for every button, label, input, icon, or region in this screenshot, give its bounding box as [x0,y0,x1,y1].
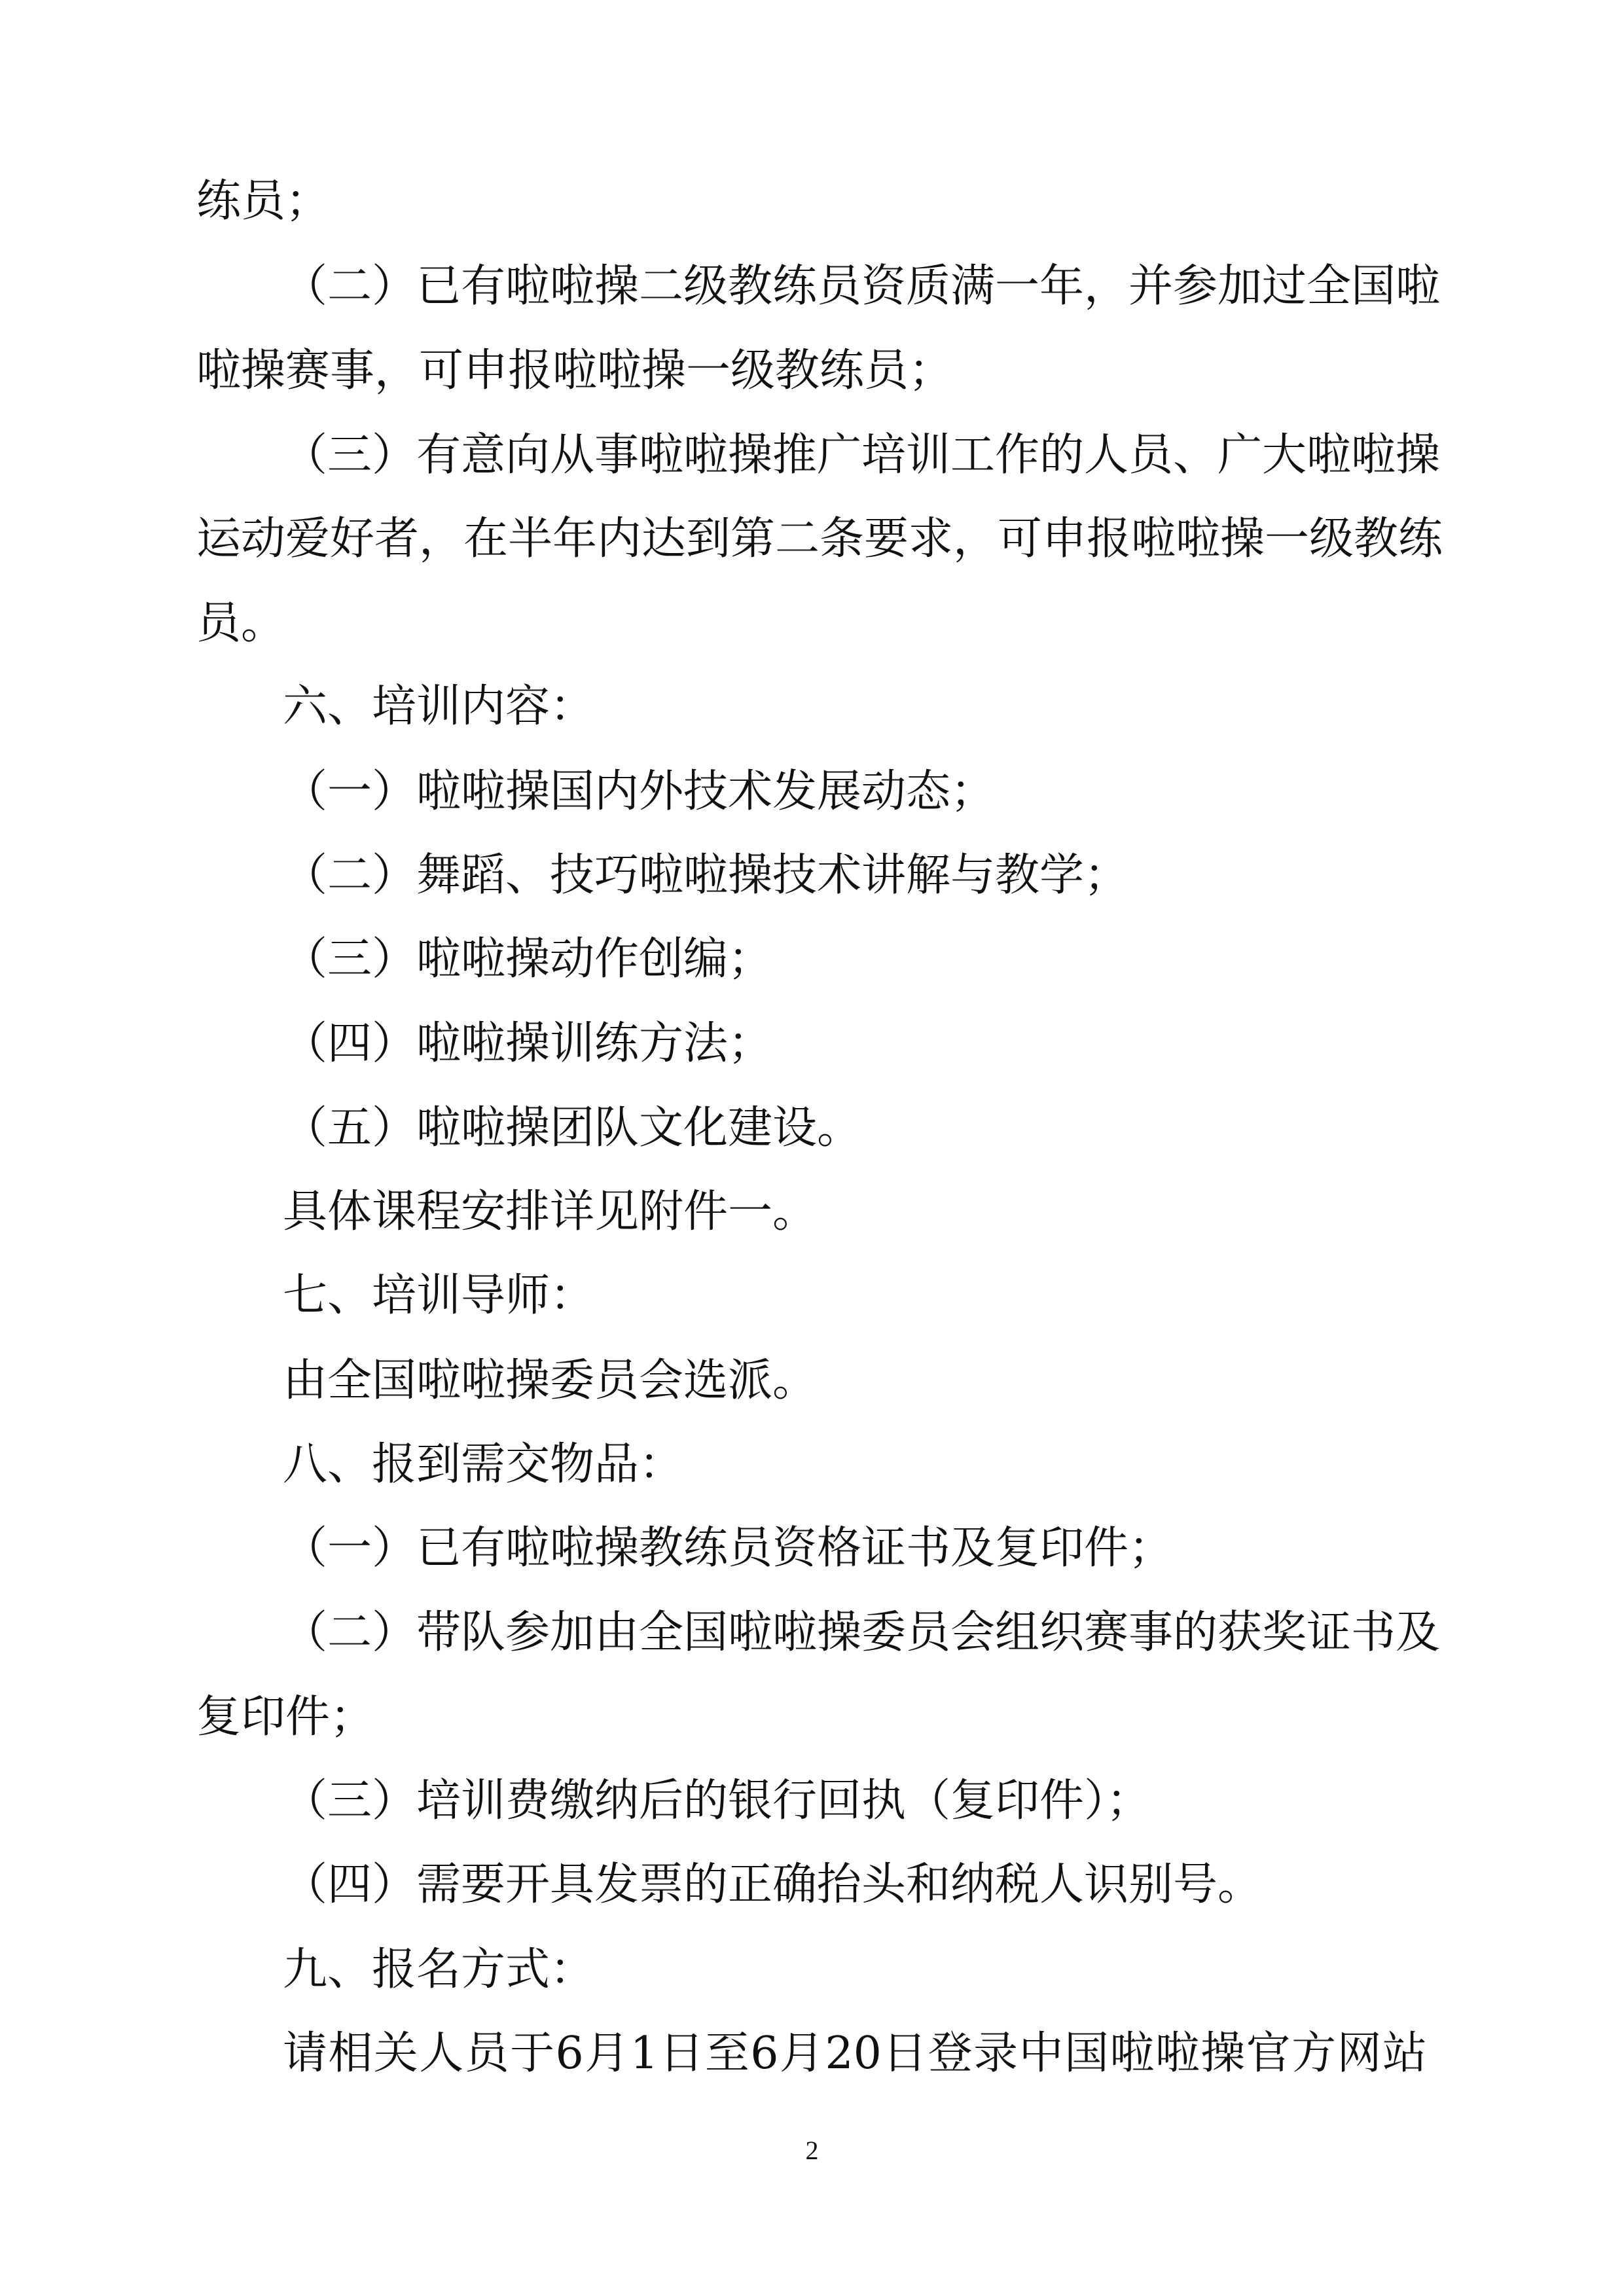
text-line: 具体课程安排详见附件一。 [283,1186,818,1238]
section-heading: 七、培训导师： [283,1270,595,1321]
text-line: （二）已有啦啦操二级教练员资质满一年，并参加过全国啦 [283,260,1441,312]
text-line: 复印件； [196,1691,375,1743]
page-number: 2 [805,2136,819,2165]
text-line: 由全国啦啦操委员会选派。 [283,1355,818,1407]
text-line: （一）啦啦操国内外技术发展动态； [283,766,996,817]
section-heading: 六、培训内容： [283,681,595,732]
text-line: 练员； [196,175,331,227]
text-line: （二）舞蹈、技巧啦啦操技术讲解与教学； [283,850,1129,901]
text-line: （二）带队参加由全国啦啦操委员会组织赛事的获奖证书及 [283,1607,1441,1659]
text-line: （一）已有啦啦操教练员资格证书及复印件； [283,1522,1174,1574]
text-line: 请相关人员于6月1日至6月20日登录中国啦啦操官方网站 [283,2028,1427,2079]
text-line: 员。 [196,598,286,649]
section-heading: 九、报名方式： [283,1944,595,1996]
text-line: （四）需要开具发票的正确抬头和纳税人识别号。 [283,1859,1263,1910]
text-line: （三）有意向从事啦啦操推广培训工作的人员、广大啦啦操 [283,429,1441,481]
text-line: 运动爱好者，在半年内达到第二条要求，可申报啦啦操一级教练 [196,513,1443,565]
section-heading: 八、报到需交物品： [283,1439,684,1490]
text-line: 啦操赛事，可申报啦啦操一级教练员； [196,345,954,397]
text-line: （四）啦啦操训练方法； [283,1018,773,1069]
text-line: （五）啦啦操团队文化建设。 [283,1102,862,1154]
text-line: （三）啦啦操动作创编； [283,933,773,985]
text-line: （三）培训费缴纳后的银行回执（复印件）； [283,1775,1151,1827]
